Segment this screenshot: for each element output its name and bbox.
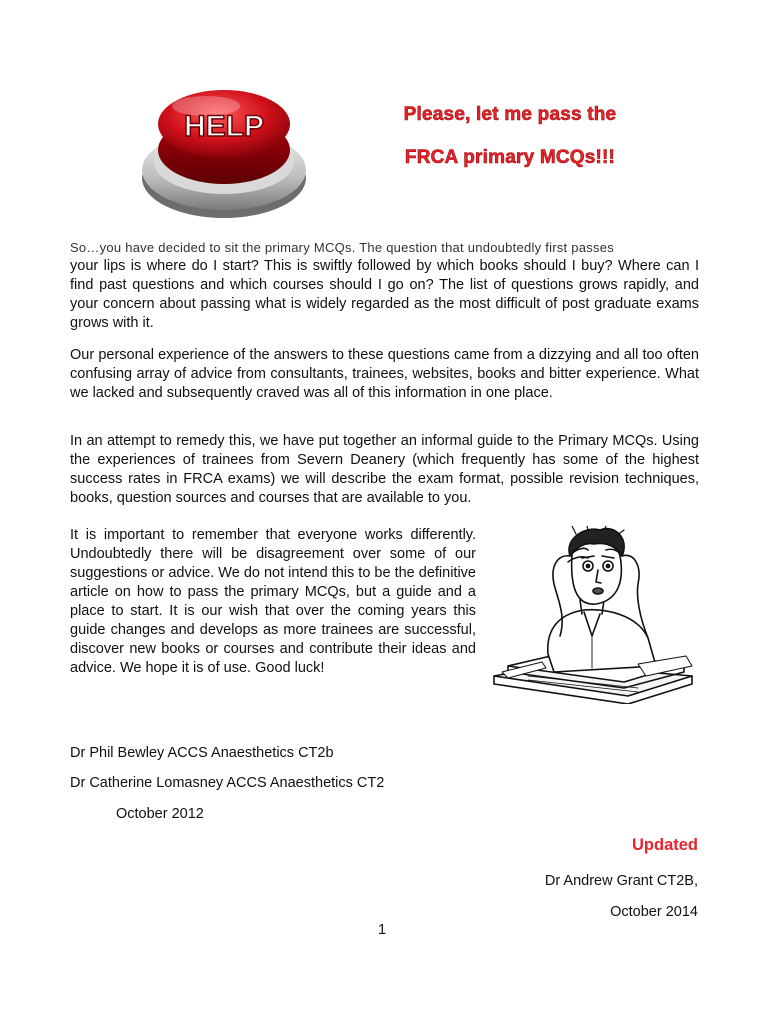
intro-first-line: So…you have decided to sit the primary MCQs. The question that undoubtedly first passes: [70, 240, 614, 255]
stressed-student-illustration: [488, 526, 696, 704]
page-title-line-1: Please, let me pass the: [403, 104, 617, 125]
original-date: October 2012: [116, 806, 204, 822]
help-button-illustration: [136, 66, 312, 226]
intro-paragraph: [70, 238, 699, 333]
update-date: October 2014: [610, 904, 698, 920]
update-author: Dr Andrew Grant CT2B,: [544, 873, 698, 889]
updated-label: Updated: [632, 836, 698, 854]
experience-paragraph: Our personal experience of the answers to these questions came from a dizzying and all too often confusing array of advice from consultants, trainees, websites, books and bitter experience. What we lacked and subsequently craved was all of this information in one place.: [70, 347, 699, 401]
advice-paragraph: It is important to remember that everyone works differently. Undoubtedly there will be disagreement over some of our suggestions or advice. We do not intend this to be the definitive article on how to pass the primary MCQs, but a guide and a place to start. It is our wish that over the coming years this guide changes and develops as more trainees are successful, discover new books or courses and contribute their ideas and advice. We hope it is of use. Good luck!: [70, 527, 476, 676]
author-1: Dr Phil Bewley ACCS Anaesthetics CT2b: [70, 745, 334, 761]
guide-paragraph: In an attempt to remedy this, we have put together an informal guide to the Primary MCQs. Using the experiences of trainees from Severn Deanery (which frequently has some of the highest success rates in FRCA exams) we will describe the exam format, possible revision techniques, books, question sources and courses that are available to you.: [70, 433, 699, 506]
help-button-label: HELP: [183, 110, 265, 143]
page-title-line-2: FRCA primary MCQs!!!: [404, 147, 616, 168]
author-2: Dr Catherine Lomasney ACCS Anaesthetics CT2: [70, 775, 385, 791]
page-number: 1: [378, 922, 387, 938]
intro-rest: your lips is where do I start? This is swiftly followed by which books should I buy? Where can I find past questions and which courses should I go on? The list of questions grows rapidly, and your concern about passing what is widely regarded as the most difficult of post graduate exams grows with it.: [70, 258, 699, 331]
